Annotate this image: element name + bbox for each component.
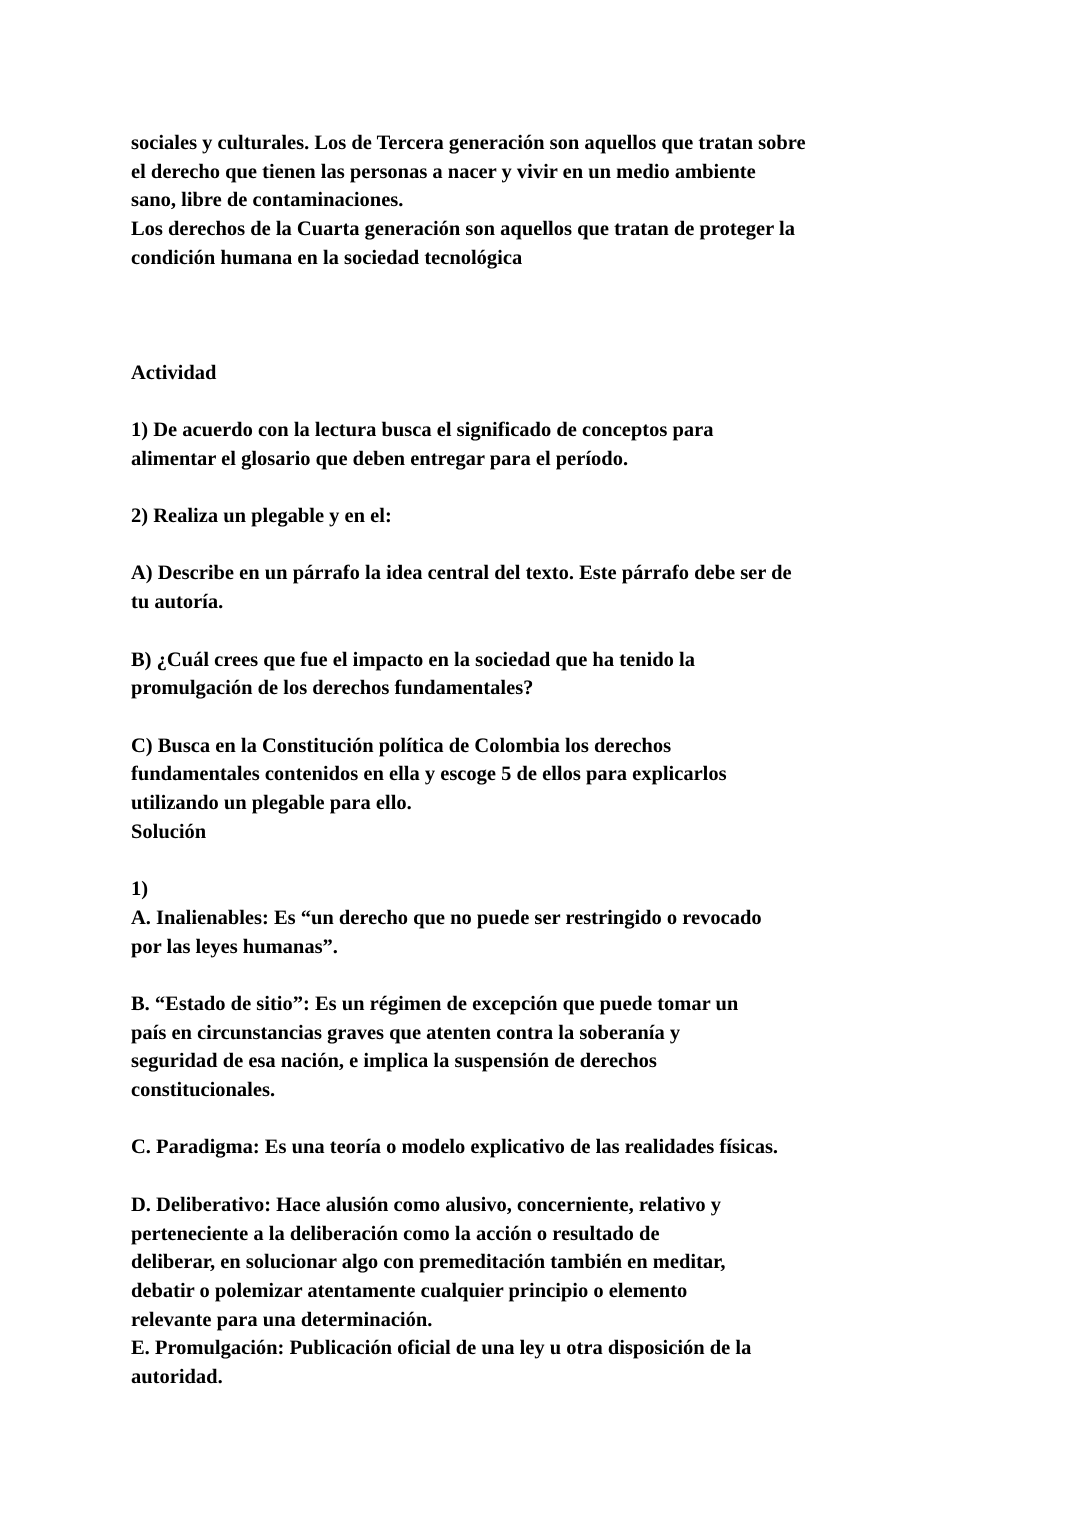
question-line: A) Describe en un párrafo la idea central del texto. Este párrafo debe ser de [131,562,792,585]
activity-question-2: 2) Realiza un plegable y en el: [131,505,392,528]
spacer [131,1105,861,1134]
spacer [131,703,861,732]
intro-line: condición humana en la sociedad tecnológica [131,246,523,269]
solution-item-d [131,1191,861,1335]
solution-line: D. Deliberativo: Hace alusión como alusivo, concerniente, relativo y [131,1193,722,1216]
activity-heading: Actividad [131,361,217,384]
intro-paragraph [131,129,861,273]
activity-question-b [131,646,861,703]
solution-number: 1) [131,878,149,901]
spacer [131,473,861,502]
solution-item-e [131,1334,861,1391]
intro-line: sano, libre de contaminaciones. [131,189,404,212]
spacer [131,273,861,330]
activity-question-c [131,732,861,818]
spacer [131,846,861,875]
solution-line: deliberar, en solucionar algo con premeditación también en meditar, [131,1251,726,1274]
question-line: utilizando un plegable para ello. [131,792,412,815]
intro-line: sociales y culturales. Los de Tercera generación son aquellos que tratan sobre [131,132,806,154]
solution-item-c [131,1133,861,1162]
question-line: 1) De acuerdo con la lectura busca el significado de conceptos para [131,418,714,441]
solution-line: constitucionales. [131,1079,276,1102]
solution-line: por las leyes humanas”. [131,935,338,958]
solution-line: A. Inalienables: Es “un derecho que no puede ser restringido o revocado [131,906,762,929]
spacer [131,330,861,359]
spacer [131,387,861,416]
intro-line: el derecho que tienen las personas a nacer y vivir en un medio ambiente [131,160,756,183]
solution-line: E. Promulgación: Publicación oficial de una ley u otra disposición de la [131,1337,752,1360]
question-line: alimentar el glosario que deben entregar para el período. [131,447,629,470]
solution-line: perteneciente a la deliberación como la acción o resultado de [131,1222,660,1245]
solution-line: C. Paradigma: Es una teoría o modelo explicativo de las realidades físicas. [131,1136,779,1159]
question-line: tu autoría. [131,591,224,614]
document-body [131,129,861,1392]
spacer [131,617,861,646]
solution-line: relevante para una determinación. [131,1308,433,1331]
solution-line: autoridad. [131,1366,223,1389]
solution-line: país en circunstancias graves que atenten contra la soberanía y [131,1021,681,1044]
activity-question-a [131,559,861,616]
solution-line: seguridad de esa nación, e implica la suspensión de derechos [131,1050,657,1073]
question-line: promulgación de los derechos fundamentales? [131,677,534,700]
spacer [131,531,861,560]
solution-line: debatir o polemizar atentamente cualquier principio o elemento [131,1279,688,1302]
spacer [131,961,861,990]
solution-heading: Solución [131,820,207,843]
activity-question-1 [131,416,861,473]
solution-line: B. “Estado de sitio”: Es un régimen de excepción que puede tomar un [131,992,739,1015]
question-line: B) ¿Cuál crees que fue el impacto en la sociedad que ha tenido la [131,648,695,671]
intro-line: Los derechos de la Cuarta generación son aquellos que tratan de proteger la [131,218,795,241]
question-line: C) Busca en la Constitución política de Colombia los derechos [131,734,672,757]
solution-item-a [131,904,861,961]
solution-item-b [131,990,861,1105]
question-line: fundamentales contenidos en ella y escoge 5 de ellos para explicarlos [131,763,727,786]
spacer [131,1162,861,1191]
